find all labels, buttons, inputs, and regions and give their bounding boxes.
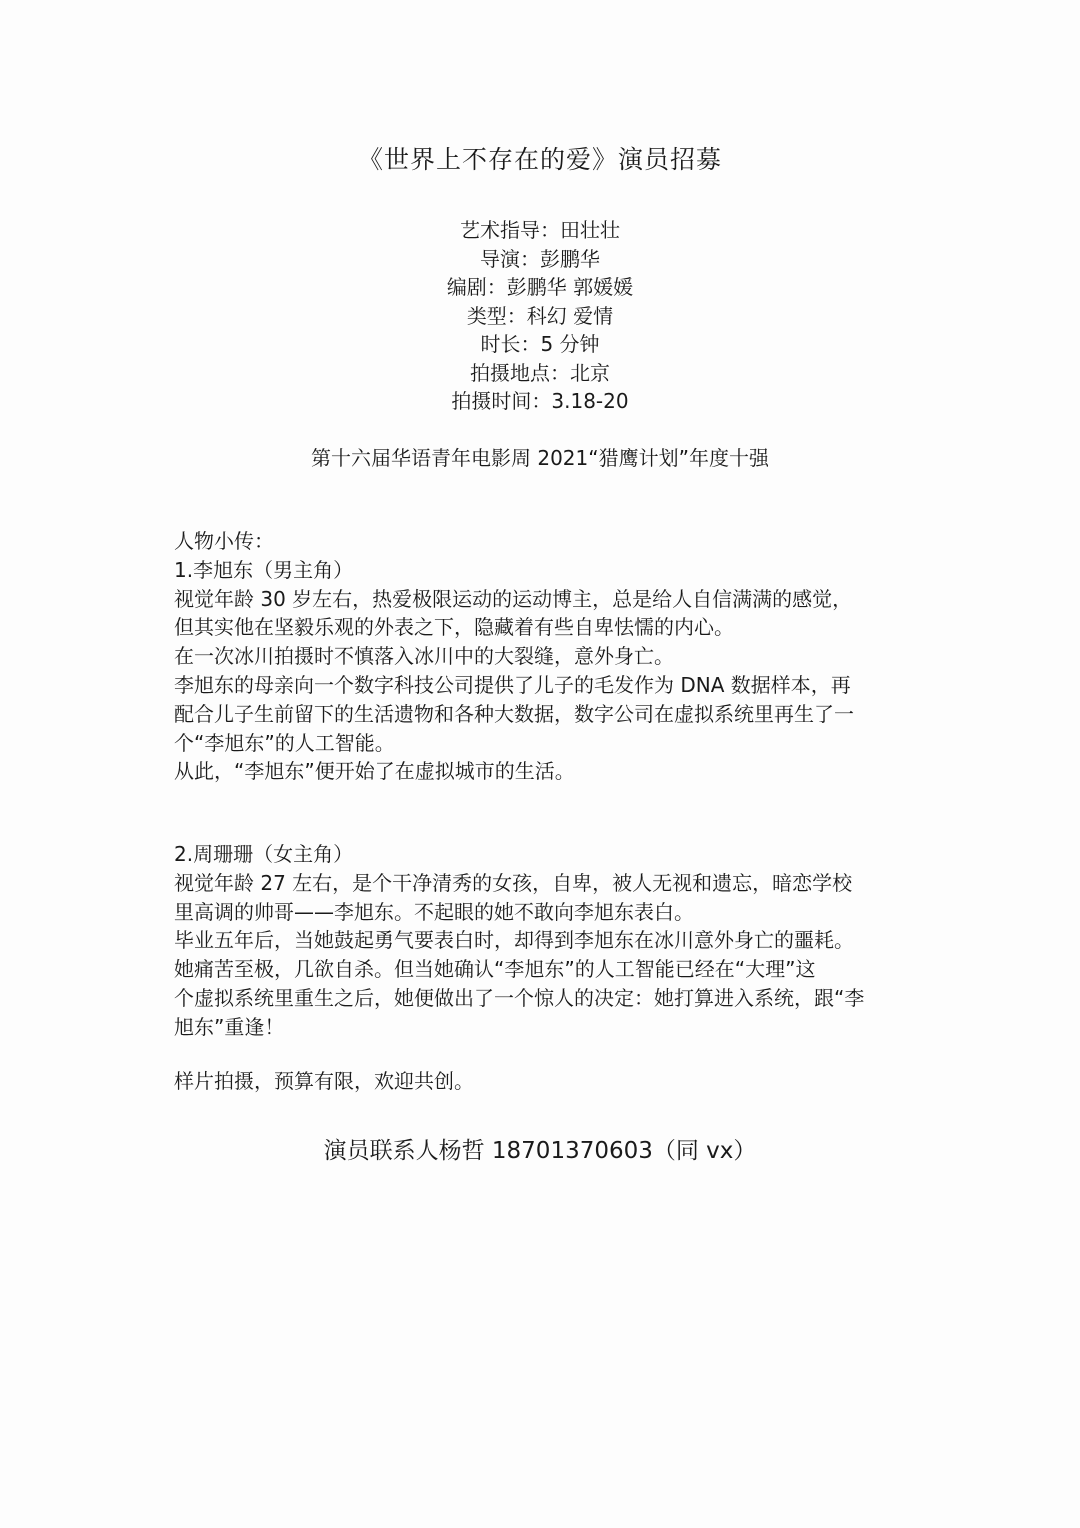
female-lead-heading: 2.周珊珊（女主角） <box>174 842 354 866</box>
female-lead-line: 个虚拟系统里重生之后，她便做出了一个惊人的决定：她打算进入系统，跟“李 <box>174 985 865 1010</box>
credit-art-director: 艺术指导：田壮壮 <box>460 218 620 242</box>
female-lead-line: 她痛苦至极，几欲自杀。但当她确认“李旭东”的人工智能已经在“大理”这 <box>174 957 816 982</box>
male-lead-line: 李旭东的母亲向一个数字科技公司提供了儿子的毛发作为 DNA 数据样本，再 <box>174 672 851 697</box>
credit-director: 导演：彭鹏华 <box>480 246 600 271</box>
male-lead-line: 配合儿子生前留下的生活遗物和各种大数据，数字公司在虚拟系统里再生了一 <box>174 701 854 726</box>
male-lead-line: 个“李旭东”的人工智能。 <box>174 730 395 755</box>
credit-screenwriter: 编剧：彭鹏华 郭媛媛 <box>446 275 634 299</box>
document-title: 《世界上不存在的爱》演员招募 <box>357 145 722 174</box>
character-bios-female <box>174 840 914 1042</box>
award-line: 第十六届华语青年电影周 2021“猎鹰计划”年度十强 <box>311 446 769 470</box>
male-lead-line: 视觉年龄 30 岁左右，热爱极限运动的运动博主，总是给人自信满满的感觉， <box>174 586 853 611</box>
bio-heading: 人物小传： <box>174 529 274 553</box>
credits-list <box>0 216 1080 416</box>
male-lead-heading: 1.李旭东（男主角） <box>174 557 354 582</box>
male-lead-line: 从此，“李旭东”便开始了在虚拟城市的生活。 <box>174 759 575 784</box>
female-lead-line: 里高调的帅哥——李旭东。不起眼的她不敢向李旭东表白。 <box>174 899 694 924</box>
male-lead-line: 但其实他在坚毅乐观的外表之下，隐藏着有些自卑怯懦的内心。 <box>174 615 734 640</box>
female-lead-line: 旭东”重逢！ <box>174 1014 285 1039</box>
female-lead-line: 视觉年龄 27 左右，是个干净清秀的女孩，自卑，被人无视和遗忘，暗恋学校 <box>174 870 853 895</box>
closing-note: 样片拍摄，预算有限，欢迎共创。 <box>174 1069 474 1093</box>
credit-duration: 时长：5 分钟 <box>480 332 600 356</box>
credit-shooting-time: 拍摄时间：3.18-20 <box>451 389 629 413</box>
credit-location: 拍摄地点：北京 <box>470 360 610 385</box>
female-lead-line: 毕业五年后，当她鼓起勇气要表白时，却得到李旭东在冰川意外身亡的噩耗。 <box>174 928 854 953</box>
contact-line: 演员联系人杨哲 18701370603（同 vx） <box>323 1138 757 1164</box>
character-bios-male <box>174 527 914 786</box>
credit-genre: 类型：科幻 爱情 <box>466 303 614 328</box>
male-lead-line: 在一次冰川拍摄时不慎落入冰川中的大裂缝，意外身亡。 <box>174 644 674 669</box>
